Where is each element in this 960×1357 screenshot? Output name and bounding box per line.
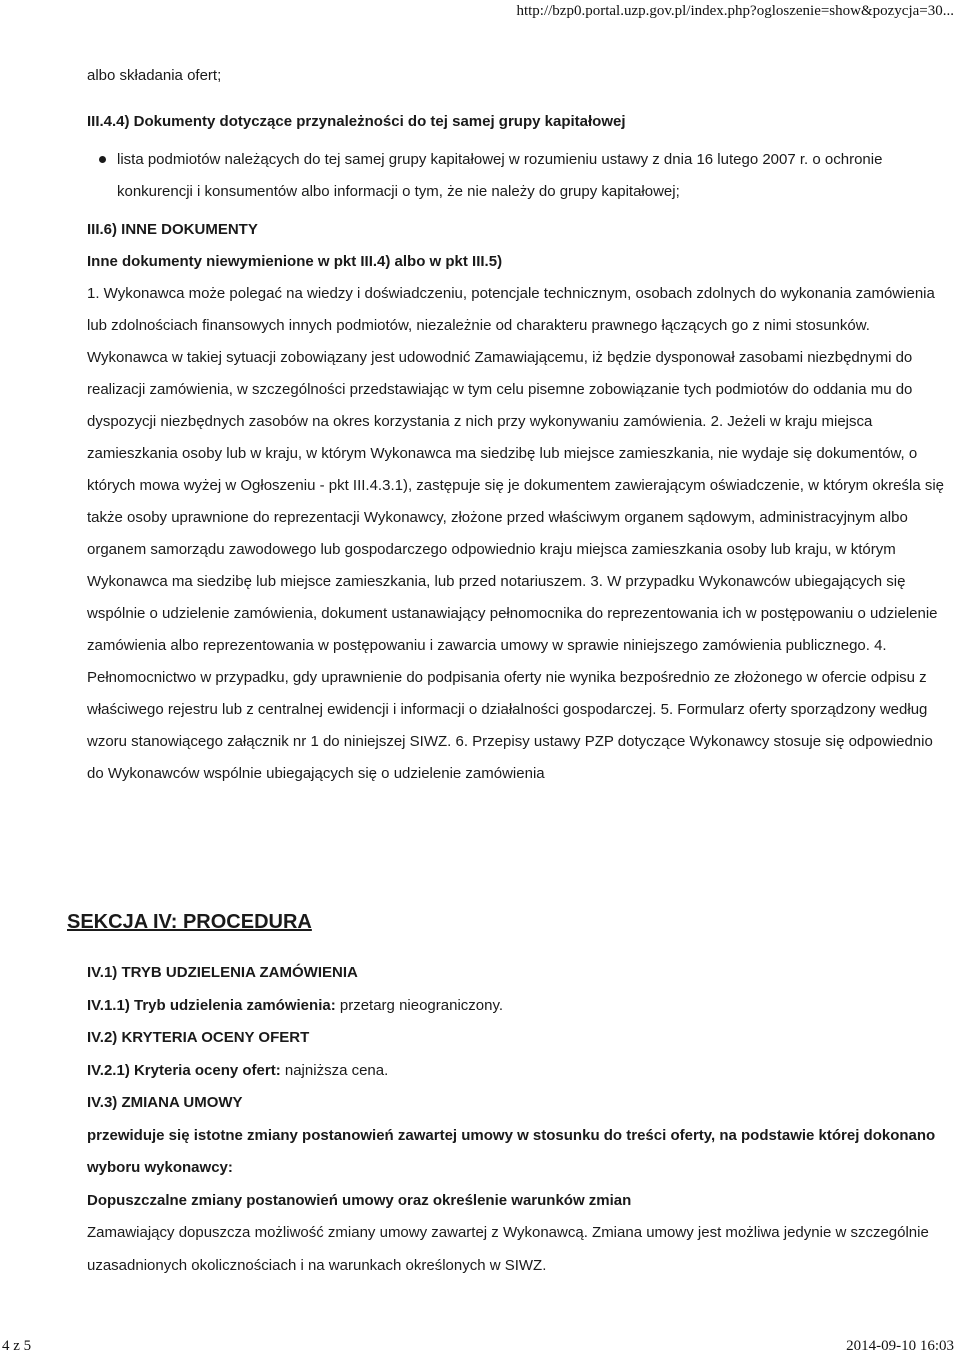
- iv3-subheading: Dopuszczalne zmiany postanowień umowy oraz określenie warunków zmian: [87, 1191, 632, 1209]
- iv3-question: przewiduje się istotne zmiany postanowień zawartej umowy w stosunku do treści oferty, na podstawie której dokonano wyboru wykonawcy:: [87, 1126, 936, 1176]
- page-number: 4 z 5: [2, 1338, 32, 1354]
- iv3-text: Zamawiający dopuszcza możliwość zmiany umowy zawartej z Wykonawcą. Zmiana umowy jest możliwa jedynie w szczególnie uzasadnionych okolicznościach i na warunkach określonych w SIWZ.: [87, 1224, 929, 1274]
- iv3-heading: IV.3) ZMIANA UMOWY: [87, 1094, 243, 1111]
- iv21-label: IV.2.1) Kryteria oceny ofert:: [87, 1061, 281, 1079]
- iv11-label: IV.1.1) Tryb udzielenia zamówienia:: [87, 996, 336, 1014]
- list-item-text: lista podmiotów należących do tej samej grupy kapitałowej w rozumieniu ustawy z dnia 16 lutego 2007 r. o ochronie konkurencji i konsumentów albo informacji o tym, że nie należy do grupy kapitałowej;: [117, 151, 883, 200]
- intro-line: albo składania ofert;: [87, 67, 222, 84]
- iv11-line: [87, 990, 947, 1023]
- section-3-4-list: [87, 144, 947, 208]
- section-3-4-heading: III.4.4) Dokumenty dotyczące przynależności do tej samej grupy kapitałowej: [87, 113, 626, 130]
- iv1-heading: IV.1) TRYB UDZIELENIA ZAMÓWIENIA: [87, 964, 358, 981]
- document-body: [87, 60, 947, 790]
- iv11-value: przetarg nieograniczony.: [335, 996, 504, 1014]
- iv21-line: [87, 1055, 947, 1088]
- iv21-value: najniższa cena.: [280, 1061, 389, 1079]
- section-3-6-heading: III.6) INNE DOKUMENTY: [87, 221, 258, 238]
- bullet-dot-icon: [99, 156, 106, 163]
- section-3-6-subheading: Inne dokumenty niewymienione w pkt III.4) albo w pkt III.5): [87, 253, 503, 270]
- print-timestamp: 2014-09-10 16:03: [846, 1338, 954, 1354]
- iv2-heading: IV.2) KRYTERIA OCENY OFERT: [87, 1029, 310, 1046]
- section-iv-title: SEKCJA IV: PROCEDURA: [67, 911, 312, 933]
- list-item: [87, 144, 947, 208]
- page-url: http://bzp0.portal.uzp.gov.pl/index.php?ogloszenie=show&pozycja=30...: [516, 3, 954, 19]
- section-iv-body: [87, 957, 947, 1282]
- section-3-6-text: 1. Wykonawca może polegać na wiedzy i doświadczeniu, potencjale technicznym, osobach zdolnych do wykonania zamówienia lub zdolnościach finansowych innych podmiotów, niezależnie od charakteru prawnego łączących go z nimi stosunków. Wykonawca w takiej sytuacji zobowiązany jest udowodnić Zamawiającemu, iż będzie dysponował zasobami niezbędnymi do realizacji zamówienia, w szczególności przedstawiając w tym celu pisemne zobowiązanie tych podmiotów do oddania mu do dyspozycji niezbędnych zasobów na okres korzystania z nich przy wykonywaniu zamówienia. 2. Jeżeli w kraju miejsca zamieszkania osoby lub w kraju, w którym Wykonawca ma siedzibę lub miejsce zamieszkania, nie wydaje się dokumentów, o których mowa wyżej w Ogłoszeniu - pkt III.4.3.1), zastępuje się je dokumentem zawierającym oświadczenie, w którym określa się także osoby uprawnione do reprezentacji Wykonawcy, złożone przed właściwym organem sądowym, administracyjnym albo organem samorządu zawodowego lub gospodarczego odpowiednio kraju miejsca zamieszkania osoby lub kraju, w którym Wykonawca ma siedzibę lub miejsce zamieszkania, lub przed notariuszem. 3. W przypadku Wykonawców ubiegających się wspólnie o udzielenie zamówienia, dokument ustanawiający pełnomocnika do reprezentowania ich w postępowaniu o udzielenie zamówienia albo reprezentowania w postępowaniu i zawarcia umowy w sprawie niniejszego zamówienia publicznego. 4. Pełnomocnictwo w przypadku, gdy uprawnienie do podpisania oferty nie wynika bezpośrednio ze złożonego w ofercie odpisu z właściwego rejestru lub z centralnej ewidencji i informacji o działalności gospodarczej. 5. Formularz oferty sporządzony według wzoru stanowiącego załącznik nr 1 do niniejszej SIWZ. 6. Przepisy ustawy PZP dotyczące Wykonawcy stosuje się odpowiednio do Wykonawców wspólnie ubiegających się o udzielenie zamówienia: [87, 285, 944, 782]
